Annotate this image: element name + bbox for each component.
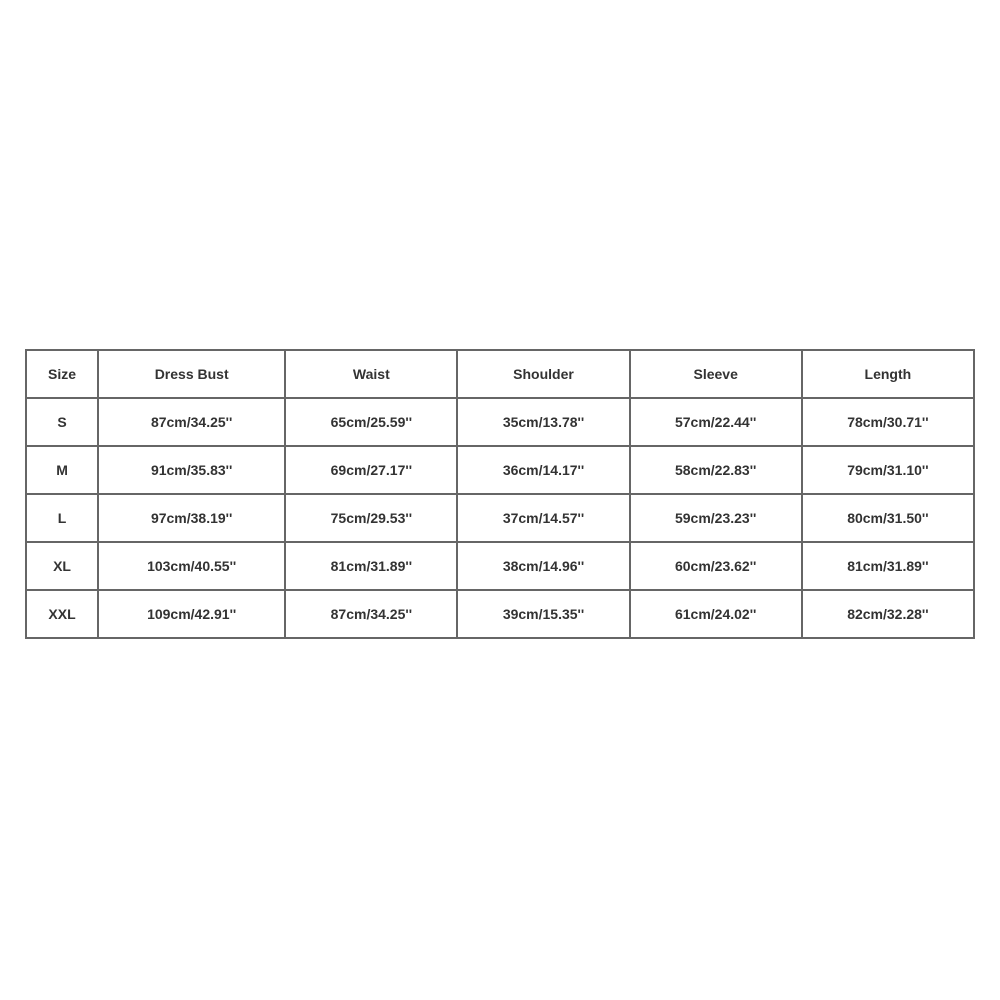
cell-size: XXL <box>26 590 98 638</box>
table-row <box>26 542 974 590</box>
cell-shoulder: 38cm/14.96'' <box>457 542 629 590</box>
cell-sleeve: 60cm/23.62'' <box>630 542 802 590</box>
cell-dress-bust: 109cm/42.91'' <box>98 590 285 638</box>
cell-waist: 75cm/29.53'' <box>285 494 457 542</box>
cell-length: 81cm/31.89'' <box>802 542 974 590</box>
table-row <box>26 494 974 542</box>
cell-size: XL <box>26 542 98 590</box>
cell-dress-bust: 91cm/35.83'' <box>98 446 285 494</box>
cell-waist: 65cm/25.59'' <box>285 398 457 446</box>
cell-sleeve: 61cm/24.02'' <box>630 590 802 638</box>
size-chart-table <box>25 349 975 639</box>
table-row <box>26 590 974 638</box>
cell-sleeve: 57cm/22.44'' <box>630 398 802 446</box>
cell-shoulder: 36cm/14.17'' <box>457 446 629 494</box>
cell-waist: 87cm/34.25'' <box>285 590 457 638</box>
cell-dress-bust: 87cm/34.25'' <box>98 398 285 446</box>
cell-waist: 81cm/31.89'' <box>285 542 457 590</box>
cell-waist: 69cm/27.17'' <box>285 446 457 494</box>
cell-length: 78cm/30.71'' <box>802 398 974 446</box>
table-row <box>26 398 974 446</box>
cell-dress-bust: 97cm/38.19'' <box>98 494 285 542</box>
table-row <box>26 446 974 494</box>
header-size: Size <box>26 350 98 398</box>
header-sleeve: Sleeve <box>630 350 802 398</box>
cell-size: M <box>26 446 98 494</box>
header-dress-bust: Dress Bust <box>98 350 285 398</box>
cell-sleeve: 59cm/23.23'' <box>630 494 802 542</box>
cell-shoulder: 37cm/14.57'' <box>457 494 629 542</box>
cell-dress-bust: 103cm/40.55'' <box>98 542 285 590</box>
cell-size: L <box>26 494 98 542</box>
cell-size: S <box>26 398 98 446</box>
header-length: Length <box>802 350 974 398</box>
header-shoulder: Shoulder <box>457 350 629 398</box>
cell-length: 80cm/31.50'' <box>802 494 974 542</box>
cell-shoulder: 39cm/15.35'' <box>457 590 629 638</box>
cell-length: 79cm/31.10'' <box>802 446 974 494</box>
header-row <box>26 350 974 398</box>
header-waist: Waist <box>285 350 457 398</box>
cell-length: 82cm/32.28'' <box>802 590 974 638</box>
cell-shoulder: 35cm/13.78'' <box>457 398 629 446</box>
cell-sleeve: 58cm/22.83'' <box>630 446 802 494</box>
